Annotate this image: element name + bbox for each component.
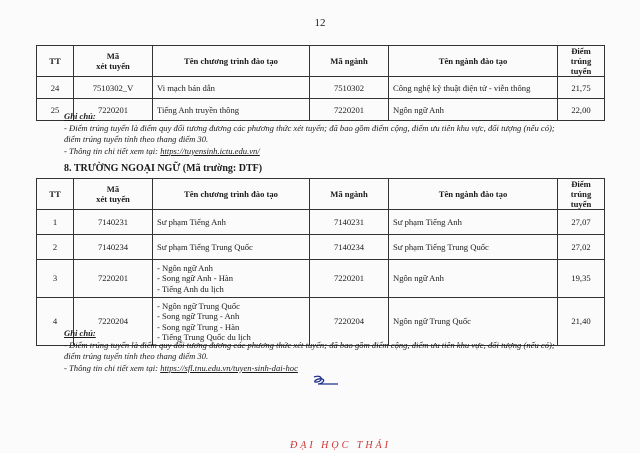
signature-icon: [308, 374, 348, 388]
header-ma-xet-tuyen: Mã xét tuyển: [74, 46, 153, 77]
cell-ma-nganh: 7510302: [310, 77, 389, 99]
cell-ma-nganh: 7140231: [310, 210, 389, 235]
cell-ma-xet-tuyen: 7220201: [74, 260, 153, 298]
header-tt: TT: [37, 179, 74, 210]
header-diem: Điểm trúng tuyển: [558, 46, 605, 77]
note-prefix: - Thông tin chi tiết xem tại:: [64, 145, 161, 156]
cell-diem: 27,07: [558, 210, 605, 235]
table-header-row: [37, 179, 605, 210]
note-line: điểm trúng tuyển tính theo thang điểm 30.: [64, 351, 209, 361]
header-ten-nganh: Tên ngành đào tạo: [389, 46, 558, 77]
note-heading: Ghi chú:: [64, 111, 96, 121]
cell-diem: 21,40: [558, 298, 605, 346]
cell-diem: 19,35: [558, 260, 605, 298]
cell-chuong-trinh: [153, 260, 310, 298]
admission-table-ictu: [36, 45, 605, 121]
program-line: - Ngôn ngữ Trung Quốc: [157, 300, 240, 311]
program-line: - Ngôn ngữ Anh: [157, 262, 213, 273]
cell-ten-nganh: Công nghệ kỹ thuật điện tử - viễn thông: [389, 77, 558, 99]
note-line: [64, 363, 604, 375]
note-line: - Điểm trúng tuyển là điểm quy đổi tương đương các phương thức xét tuyển; đã bao gồm điểm cộng, điểm ưu tiên khu vực, đối tượng (nếu có);: [64, 339, 555, 350]
cell-tt: 3: [37, 260, 74, 298]
program-line: - Tiếng Anh du lịch: [157, 283, 224, 294]
cell-tt: 24: [37, 77, 74, 99]
cell-chuong-trinh: Vi mạch bán dẫn: [153, 77, 310, 99]
header-diem: Điểm trúng tuyển: [558, 179, 605, 210]
cell-ten-nganh: Ngôn ngữ Trung Quốc: [389, 298, 558, 346]
program-line: - Tiếng Trung Quốc du lịch: [157, 332, 251, 342]
program-line: - Song ngữ Anh - Hàn: [157, 273, 234, 284]
admission-table-dtf: [36, 178, 605, 346]
cell-ten-nganh: Sư phạm Tiếng Trung Quốc: [389, 235, 558, 260]
page-number: 12: [314, 17, 326, 29]
table-row: [37, 210, 605, 235]
cell-ma-xet-tuyen: 7140234: [74, 235, 153, 260]
cell-ma-xet-tuyen: 7220204: [74, 298, 153, 346]
header-ma-xet-tuyen: Mã xét tuyển: [74, 179, 153, 210]
note-line: - Điểm trúng tuyển là điểm quy đổi tương đương các phương thức xét tuyển; đã bao gồm điểm cộng, điểm ưu tiên khu vực, đối tượng (nếu có);: [64, 122, 555, 133]
header-ma-nganh: Mã ngành: [310, 46, 389, 77]
header-chuong-trinh: Tên chương trình đào tạo: [153, 179, 310, 210]
cell-chuong-trinh: Tiếng Anh truyền thông: [153, 99, 310, 121]
cell-ma-xet-tuyen: 7510302_V: [74, 77, 153, 99]
cell-ma-xet-tuyen: 7140231: [74, 210, 153, 235]
dtf-link[interactable]: https://sfl.tnu.edu.vn/tuyen-sinh-dai-hoc: [160, 362, 298, 373]
cell-tt: 25: [37, 99, 74, 121]
cell-ten-nganh: Ngôn ngữ Anh: [389, 99, 558, 121]
note-line: [64, 146, 604, 158]
note-line: điểm trúng tuyển tính theo thang điểm 30.: [64, 134, 209, 144]
ictu-link[interactable]: https://tuyensinh.ictu.edu.vn/: [160, 145, 260, 156]
cell-ma-nganh: 7220201: [310, 260, 389, 298]
header-tt: TT: [37, 46, 74, 77]
cell-chuong-trinh: Sư phạm Tiếng Anh: [153, 210, 310, 235]
table-row: [37, 260, 605, 298]
cell-tt: 4: [37, 298, 74, 346]
cell-chuong-trinh: Sư phạm Tiếng Trung Quốc: [153, 235, 310, 260]
cell-ten-nganh: Ngôn ngữ Anh: [389, 260, 558, 298]
cell-ten-nganh: Sư phạm Tiếng Anh: [389, 210, 558, 235]
section-title: 8. TRƯỜNG NGOẠI NGỮ (Mã trường: DTF): [64, 163, 263, 174]
program-line: - Song ngữ Trung - Anh: [157, 311, 240, 321]
cell-tt: 1: [37, 210, 74, 235]
header-ma-nganh: Mã ngành: [310, 179, 389, 210]
header-ten-nganh: Tên ngành đào tạo: [389, 179, 558, 210]
cell-ma-xet-tuyen: 7220201: [74, 99, 153, 121]
cell-diem: 22,00: [558, 99, 605, 121]
table-row: [37, 235, 605, 260]
note-ictu: [64, 111, 604, 157]
table-header-row: [37, 46, 605, 77]
note-heading: Ghi chú:: [64, 328, 96, 338]
cell-ma-nganh: 7220201: [310, 99, 389, 121]
cell-diem: 21,75: [558, 77, 605, 99]
note-prefix: - Thông tin chi tiết xem tại:: [64, 362, 161, 373]
table-row: [37, 77, 605, 99]
program-line: - Song ngữ Trung - Hàn: [157, 321, 240, 332]
cell-ma-nganh: 7140234: [310, 235, 389, 260]
cell-tt: 2: [37, 235, 74, 260]
cell-diem: 27,02: [558, 235, 605, 260]
stamp-text: ĐẠI HỌC THÁI: [290, 440, 391, 451]
cell-ma-nganh: 7220204: [310, 298, 389, 346]
note-dtf: [64, 328, 604, 374]
header-chuong-trinh: Tên chương trình đào tạo: [153, 46, 310, 77]
